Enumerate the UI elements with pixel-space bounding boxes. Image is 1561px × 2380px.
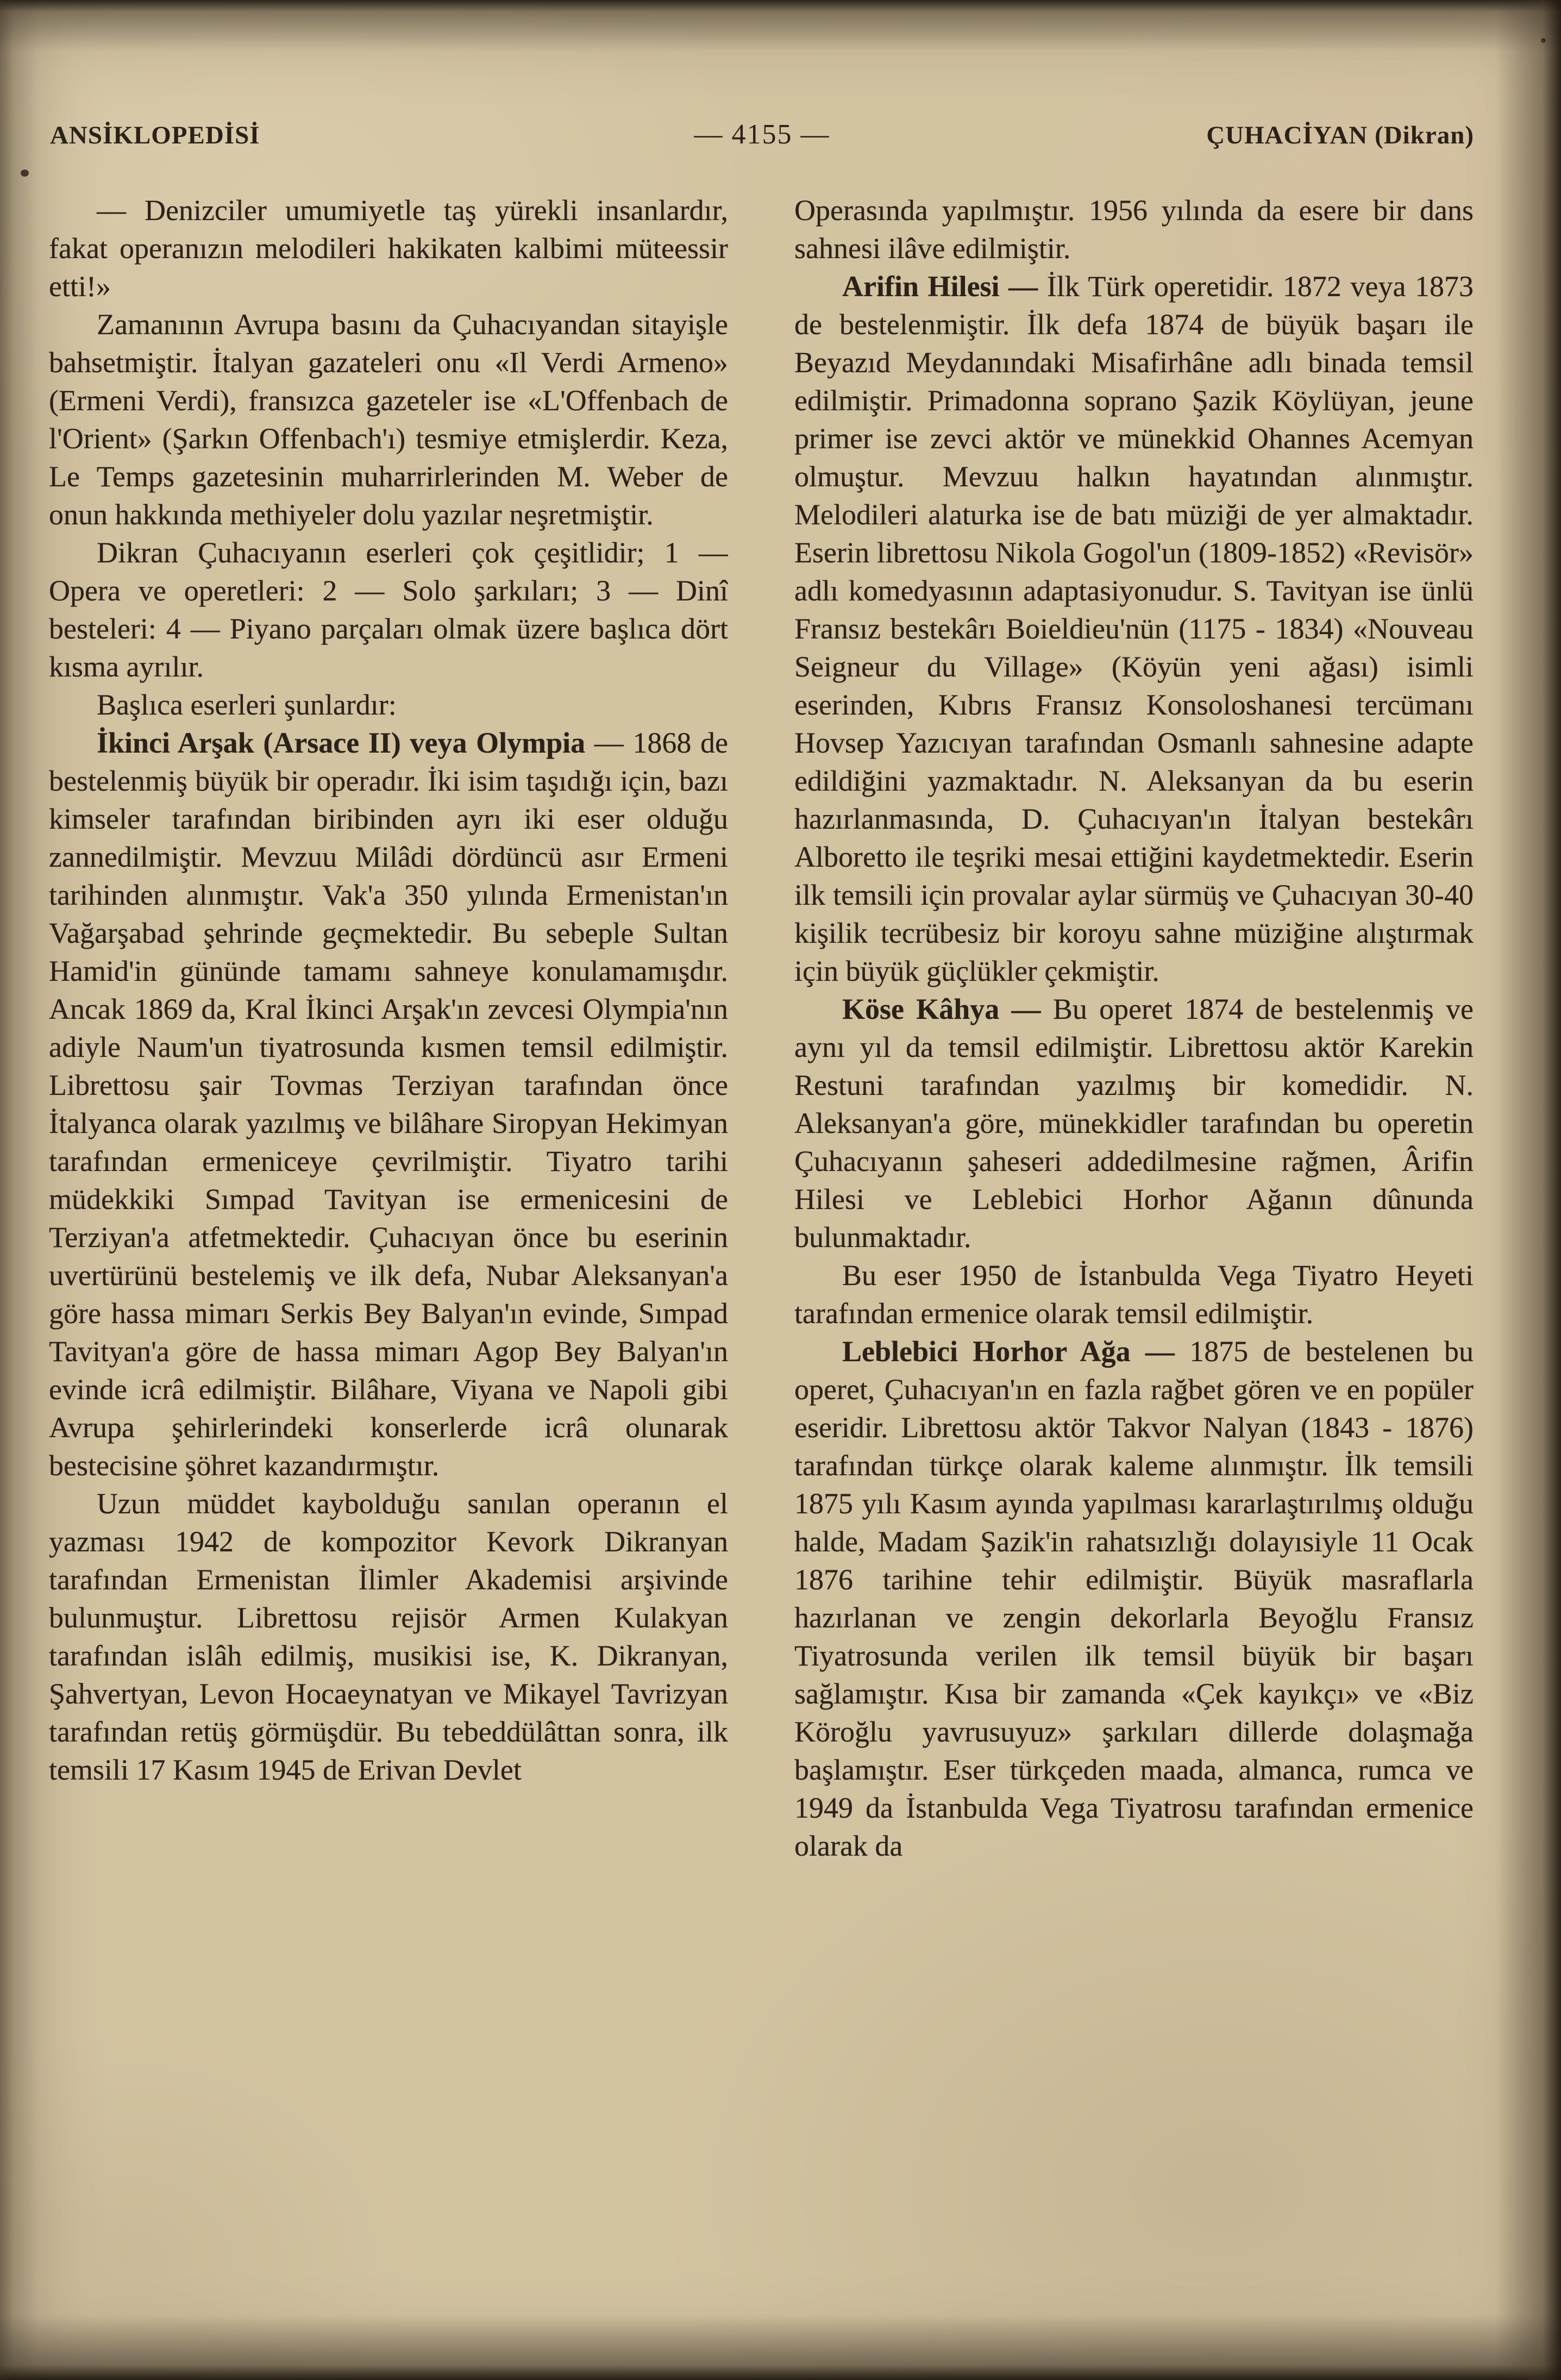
paragraph bbox=[49, 1485, 728, 1789]
page-number: — 4155 — bbox=[694, 119, 830, 150]
paragraph-text: Bu eser 1950 de İstanbulda Vega Tiyatro Heyeti tarafından ermenice olarak temsil edilmiştir. bbox=[794, 1259, 1474, 1330]
paragraph bbox=[794, 267, 1474, 990]
scan-edge-shadow-top bbox=[0, 0, 1561, 52]
paragraph-text: 1875 de bestelenen bu operet, Çuhacıyan'ın en fazla rağbet gören ve en popüler eseridir. Librettosu aktör Takvor Nalyan (1843 - 1876) tarafından türkçe olarak kaleme alınmıştır. İlk temsili 1875 yılı Kasım ayında yapılması kararlaştırılmış olduğu halde, Madam Şazik'in rahatsızlığı dolayısiyle 11 Ocak 1876 tarihine tehir edilmiştir. Büyük masraflarla hazırlanan ve zengin dekorlarla Beyoğlu Fransız Tiyatrosunda verilen ilk temsil büyük bir başarı sağlamıştır. Kısa bir zamanda «Çek kayıkçı» ve «Biz Köroğlu yavrusuyuz» şarkıları dillerde dolaşmağa başlamıştır. Eser türkçeden maada, almanca, rumca ve 1949 da İstanbulda Vega Tiyatrosu tarafından ermenice olarak da bbox=[794, 1335, 1474, 1862]
scan-edge-shadow-right bbox=[1496, 0, 1561, 2380]
left-column bbox=[49, 191, 728, 2346]
page-header bbox=[50, 118, 1474, 151]
paragraph-lead: Köse Kâhya — bbox=[842, 993, 1041, 1025]
paragraph bbox=[794, 191, 1474, 267]
paragraph-lead: Leblebici Horhor Ağa — bbox=[842, 1335, 1175, 1368]
paragraph-text: Bu operet 1874 de bestelenmiş ve aynı yıl da temsil edilmiştir. Librettosu aktör Karekin Restuni tarafından yazılmış bir komedidir. N. Aleksanyan'a göre, münekkidler tarafından bu operetin Çuhacıyanın şaheseri addedilmesine rağmen, Ârifin Hilesi ve Leblebici Horhor Ağanın dûnunda bulunmaktadır. bbox=[794, 993, 1474, 1254]
paragraph bbox=[49, 305, 728, 534]
ink-speck bbox=[1541, 38, 1546, 43]
paragraph-text: Başlıca eserleri şunlardır: bbox=[97, 688, 397, 721]
paragraph bbox=[794, 1256, 1474, 1332]
paragraph-lead: İkinci Arşak (Arsace II) veya Olympia bbox=[97, 726, 586, 759]
paragraph bbox=[794, 990, 1474, 1256]
paragraph-text: Zamanının Avrupa basını da Çuhacıyandan sitayişle bahsetmiştir. İtalyan gazateleri onu «Il Verdi Armeno» (Ermeni Verdi), fransızca gazeteler ise «L'Offenbach de l'Orient» (Şarkın Offenbach'ı) tesmiye etmişlerdir. Keza, Le Temps gazetesinin muharrirlerinden M. Weber de onun hakkında methiyeler dolu yazılar neşretmiştir. bbox=[49, 308, 728, 531]
paragraph-text: Operasında yapılmıştır. 1956 yılında da esere bir dans sahnesi ilâve edilmiştir. bbox=[794, 194, 1474, 265]
paragraph-text: — 1868 de bestelenmiş büyük bir operadır. İki isim taşıdığı için, bazı kimseler tarafından biribinden ayrı iki eser olduğu zannedilmiştir. Mevzuu Milâdi dördüncü asır Ermeni tarihinden alınmıştır. Vak'a 350 yılında Ermenistan'ın Vağarşabad şehrinde geçmektedir. Bu sebeple Sultan Hamid'in gününde tamamı sahneye konulamamışdır. Ancak 1869 da, Kral İkinci Arşak'ın zevcesi Olympia'nın adiyle Naum'un tiyatrosunda kısmen temsil edilmiştir. Librettosu şair Tovmas Terziyan tarafından önce İtalyanca olarak yazılmış ve bilâhare Siropyan Hekimyan tarafından ermeniceye çevrilmiştir. Tiyatro tarihi müdekkiki Sımpad Tavityan ise ermenicesini de Terziyan'a atfetmektedir. Çuhacıyan önce bu eserinin uvertürünü bestelemiş ve ilk defa, Nubar Aleksanyan'a göre hassa mimarı Serkis Bey Balyan'ın evinde, Sımpad Tavityan'a göre de hassa mimarı Agop Bey Balyan'ın evinde icrâ edilmiştir. Bilâhare, Viyana ve Napoli gibi Avrupa şehirlerindeki konserlerde icrâ olunarak bestecisine şöhret kazandırmıştır. bbox=[49, 726, 728, 1482]
paragraph-text: — Denizciler umumiyetle taş yürekli insanlardır, fakat operanızın melodileri hakikaten kalbimi müteessir etti!» bbox=[49, 194, 728, 303]
paragraph-text: Uzun müddet kaybolduğu sanılan operanın el yazması 1942 de kompozitor Kevork Dikranyan tarafından Ermenistan İlimler Akademisi arşivinde bulunmuştur. Librettosu rejisör Armen Kulakyan tarafından islâh edilmiş, musikisi ise, K. Dikranyan, Şahvertyan, Levon Hocaeynatyan ve Mikayel Tavrizyan tarafından retüş görmüşdür. Bu tebeddülâttan sonra, ilk temsili 17 Kasım 1945 de Erivan Devlet bbox=[49, 1487, 728, 1786]
paragraph bbox=[49, 191, 728, 305]
paragraph bbox=[49, 724, 728, 1485]
paragraph bbox=[49, 534, 728, 686]
paragraph-lead: Arifin Hilesi — bbox=[842, 270, 1038, 303]
work-title: ANSİKLOPEDİSİ bbox=[50, 121, 260, 149]
paragraph bbox=[794, 1332, 1474, 1865]
paragraph bbox=[49, 686, 728, 724]
scan-edge-shadow-left bbox=[0, 0, 38, 2380]
right-column bbox=[794, 191, 1474, 2346]
article-title: ÇUHACİYAN (Dikran) bbox=[1206, 121, 1475, 149]
ink-speck bbox=[21, 170, 29, 177]
paragraph-text: Dikran Çuhacıyanın eserleri çok çeşitlidir; 1 — Opera ve operetleri: 2 — Solo şarkıları; 3 — Dinî besteleri: 4 — Piyano parçaları olmak üzere başlıca dört kısma ayrılır. bbox=[49, 536, 728, 683]
paragraph-text: İlk Türk operetidir. 1872 veya 1873 de bestelenmiştir. İlk defa 1874 de büyük başarı ile Beyazıd Meydanındaki Misafirhâne adlı binada temsil edilmiştir. Primadonna soprano Şazik Köylüyan, jeune primer ise zevci aktör ve münekkid Ohannes Acemyan olmuştur. Mevzuu halkın hayatından alınmıştır. Melodileri alaturka ise de batı müziği de yer almaktadır. Eserin librettosu Nikola Gogol'un (1809-1852) «Revisör» adlı komedyasının adaptasiyonudur. S. Tavityan ise ünlü Fransız bestekârı Boieldieu'nün (1175 - 1834) «Nouveau Seigneur du Village» (Köyün yeni ağası) isimli eserinden, Kıbrıs Fransız Konsoloshanesi tercümanı Hovsep Yazıcıyan tarafından Osmanlı sahnesine adapte edildiğini yazmaktadır. N. Aleksanyan da bu eserin hazırlanmasında, D. Çuhacıyan'ın İtalyan bestekârı Alboretto ile teşriki mesai ettiğini kaydetmektedir. Eserin ilk temsili için provalar aylar sürmüş ve Çuhacıyan 30-40 kişilik tecrübesiz bir koroyu sahne müziğine alıştırmak için büyük güçlükler çekmiştir. bbox=[794, 270, 1474, 987]
